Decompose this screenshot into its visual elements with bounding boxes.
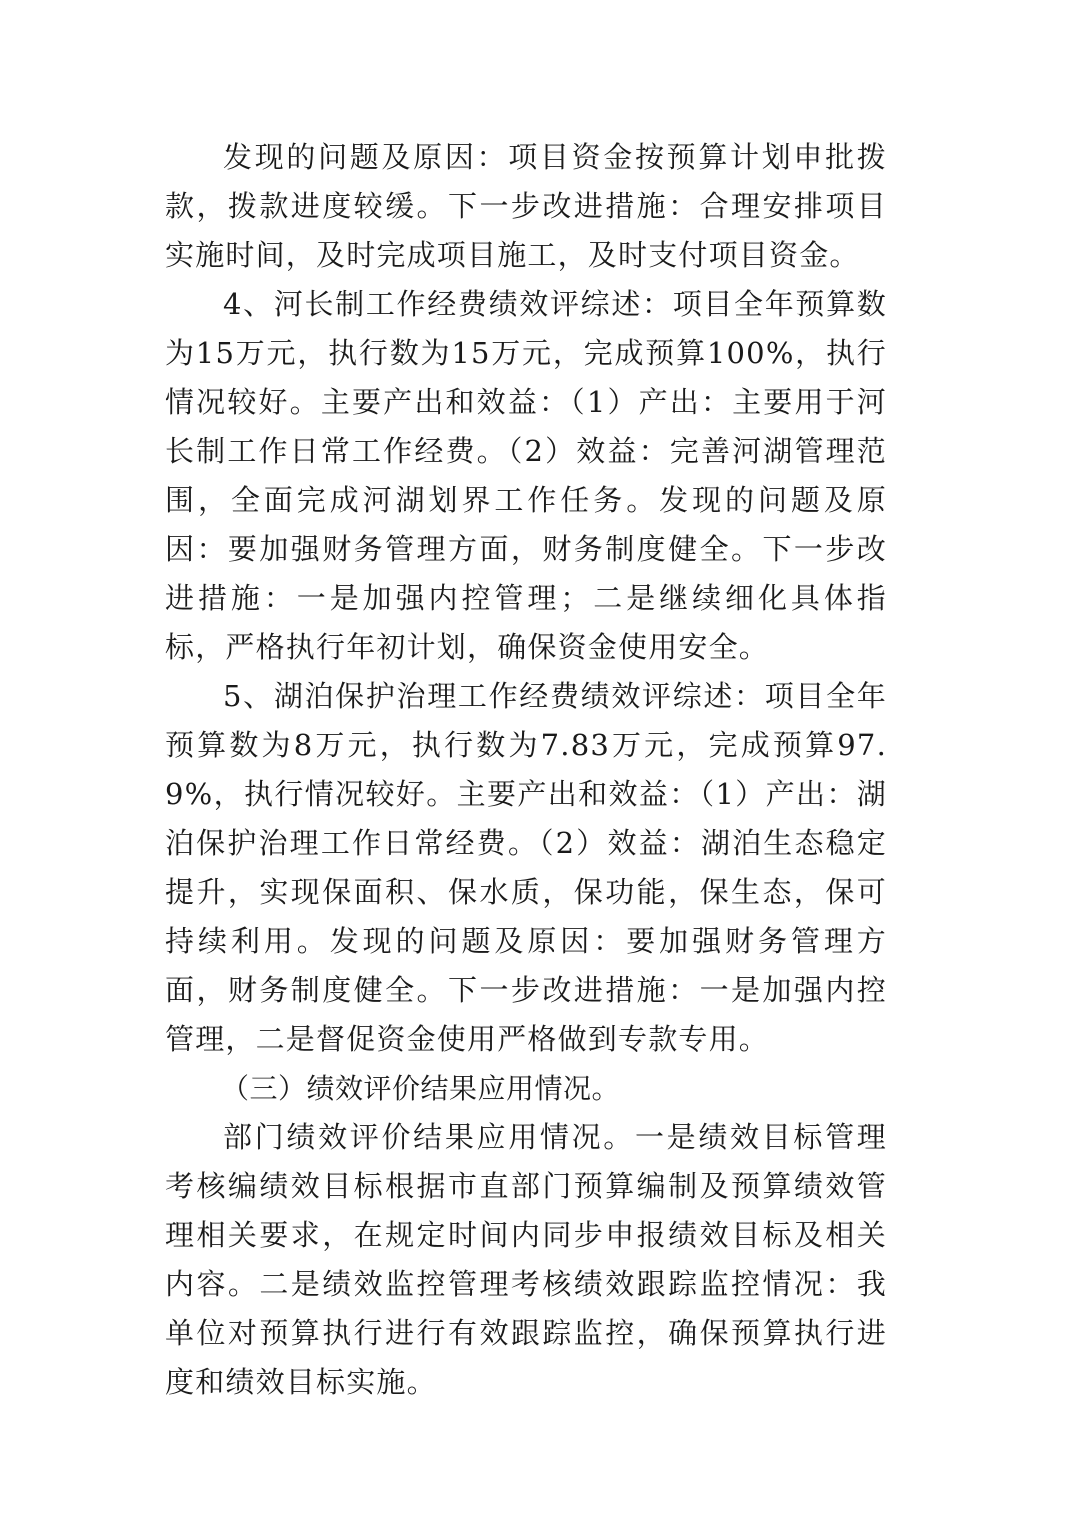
paragraph-river-chief-funds: 4、河长制工作经费绩效评综述：项目全年预算数为15万元，执行数为15万元，完成预算100%，执行情况较好。主要产出和效益：（1）产出：主要用于河长制工作日常工作经费。（2）效益：完善河湖管理范围，全面完成河湖划界工作任务。发现的问题及原因：要加强财务管理方面，财务制度健全。下一步改进措施：一是加强内控管理；二是继续细化具体指标，严格执行年初计划，确保资金使用安全。	[165, 287, 887, 664]
paragraph-problems-and-measures: 发现的问题及原因：项目资金按预算计划申批拨款，拨款进度较缓。下一步改进措施：合理安排项目实施时间，及时完成项目施工，及时支付项目资金。	[165, 140, 887, 272]
paragraph-lake-protection-funds: 5、湖泊保护治理工作经费绩效评综述：项目全年预算数为8万元，执行数为7.83万元，完成预算97.9%，执行情况较好。主要产出和效益：（1）产出：湖泊保护治理工作日常经费。（2）效益：湖泊生态稳定提升，实现保面积、保水质，保功能，保生态，保可持续利用。发现的问题及原因：要加强财务管理方面，财务制度健全。下一步改进措施：一是加强内控管理，二是督促资金使用严格做到专款专用。	[165, 679, 887, 1056]
document-body	[165, 133, 887, 1407]
paragraph-results-application: 部门绩效评价结果应用情况。一是绩效目标管理考核编绩效目标根据市直部门预算编制及预算绩效管理相关要求，在规定时间内同步申报绩效目标及相关内容。二是绩效监控管理考核绩效跟踪监控情况：我单位对预算执行进行有效跟踪监控，确保预算执行进度和绩效目标实施。	[165, 1120, 887, 1399]
section-heading-results-application: （三）绩效评价结果应用情况。	[221, 1072, 621, 1105]
